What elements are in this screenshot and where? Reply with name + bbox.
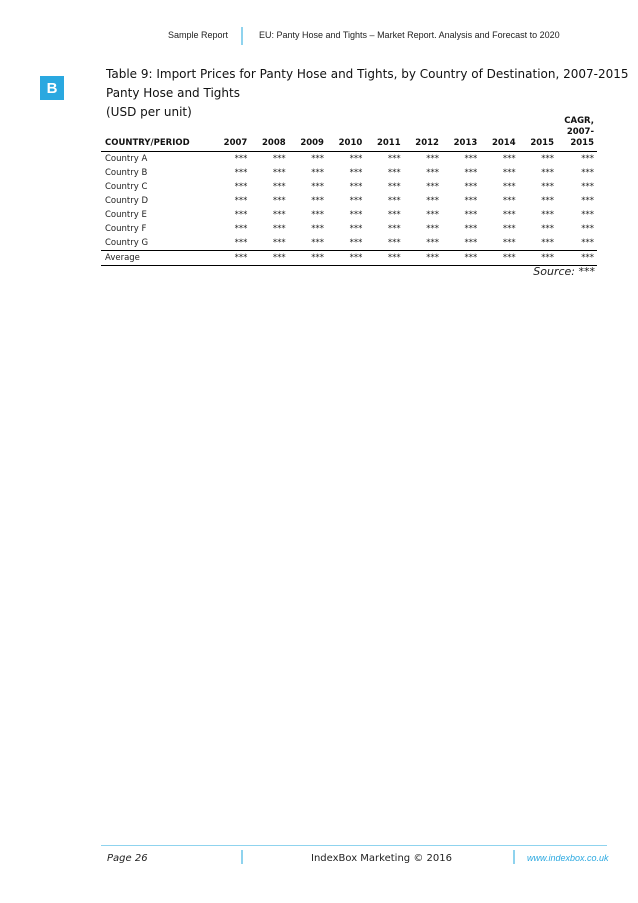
table-cell: *** bbox=[557, 251, 597, 266]
table-cell: *** bbox=[387, 210, 401, 220]
table-cell: *** bbox=[426, 168, 439, 178]
table-cell: *** bbox=[272, 210, 286, 220]
table-cell: *** bbox=[234, 224, 248, 234]
table-cell: *** bbox=[349, 154, 363, 164]
table-row bbox=[101, 222, 597, 236]
table-cell: *** bbox=[234, 154, 248, 164]
table-cell: *** bbox=[541, 224, 554, 234]
footer-copyright: IndexBox Marketing © 2016 bbox=[311, 853, 452, 864]
column-header: 2012 bbox=[404, 113, 442, 152]
brand-logo-badge: B bbox=[40, 76, 64, 100]
row-label: Country B bbox=[105, 168, 148, 178]
table-cell: *** bbox=[581, 238, 594, 248]
table-cell: *** bbox=[387, 154, 401, 164]
column-header: 2014 bbox=[480, 113, 518, 152]
table-cell: *** bbox=[426, 154, 439, 164]
column-header: 2011 bbox=[365, 113, 403, 152]
footer-separator bbox=[513, 850, 515, 864]
table-cell: *** bbox=[387, 196, 401, 206]
table-cell: *** bbox=[502, 182, 516, 192]
column-header-cagr: CAGR, 2007-2015 bbox=[557, 113, 597, 152]
table-cell: *** bbox=[387, 238, 401, 248]
column-header: 2007 bbox=[212, 113, 250, 152]
table-cell: *** bbox=[272, 154, 286, 164]
table-cell: *** bbox=[311, 238, 324, 248]
table-cell: *** bbox=[502, 196, 516, 206]
table-row bbox=[101, 152, 597, 167]
table-cell: *** bbox=[502, 210, 516, 220]
table-cell: *** bbox=[234, 210, 248, 220]
row-label: Country D bbox=[105, 196, 149, 206]
footer-website-link[interactable]: www.indexbox.co.uk bbox=[527, 853, 609, 863]
table-cell: *** bbox=[502, 238, 516, 248]
table-cell: *** bbox=[541, 182, 554, 192]
table-cell: *** bbox=[464, 168, 478, 178]
table-cell: *** bbox=[311, 210, 324, 220]
table-row bbox=[101, 180, 597, 194]
column-header: 2015 bbox=[519, 113, 557, 152]
footer-separator bbox=[241, 850, 243, 864]
table-cell: *** bbox=[480, 251, 518, 266]
table-cell: *** bbox=[272, 238, 286, 248]
table-cell: *** bbox=[442, 251, 480, 266]
table-cell: *** bbox=[404, 251, 442, 266]
table-cell: *** bbox=[349, 196, 363, 206]
table-cell: *** bbox=[464, 154, 478, 164]
column-header: 2009 bbox=[289, 113, 327, 152]
table-cell: *** bbox=[311, 154, 324, 164]
table-cell: *** bbox=[234, 196, 248, 206]
table-cell: *** bbox=[365, 251, 403, 266]
row-label: Country C bbox=[105, 182, 148, 192]
table-cell: *** bbox=[464, 210, 478, 220]
table-cell: *** bbox=[426, 238, 439, 248]
table-cell: *** bbox=[581, 182, 594, 192]
table-cell: *** bbox=[311, 196, 324, 206]
table-cell: *** bbox=[349, 210, 363, 220]
table-cell: *** bbox=[387, 224, 401, 234]
table-cell: *** bbox=[426, 182, 439, 192]
table-row bbox=[101, 236, 597, 251]
table-body bbox=[101, 152, 597, 266]
column-header: COUNTRY/PERIOD bbox=[101, 113, 212, 152]
table-cell: *** bbox=[541, 196, 554, 206]
table-cell: *** bbox=[581, 196, 594, 206]
table-cell: *** bbox=[464, 182, 478, 192]
column-header: 2013 bbox=[442, 113, 480, 152]
table-cell: *** bbox=[272, 196, 286, 206]
table-cell: *** bbox=[311, 182, 324, 192]
table-row bbox=[101, 194, 597, 208]
table-cell: *** bbox=[212, 251, 250, 266]
table-cell: *** bbox=[250, 251, 288, 266]
table-cell: *** bbox=[311, 168, 324, 178]
row-label: Country E bbox=[105, 210, 147, 220]
source-note: Source: *** bbox=[533, 265, 595, 278]
table-cell: *** bbox=[234, 182, 248, 192]
table-header-row bbox=[101, 113, 597, 152]
table-cell: *** bbox=[426, 196, 439, 206]
table-row bbox=[101, 166, 597, 180]
table-cell: *** bbox=[581, 210, 594, 220]
table-cell: *** bbox=[349, 238, 363, 248]
table-cell: *** bbox=[272, 224, 286, 234]
table-cell: *** bbox=[541, 154, 554, 164]
row-label: Country G bbox=[105, 238, 149, 248]
table-cell: *** bbox=[519, 251, 557, 266]
table-cell: *** bbox=[349, 182, 363, 192]
row-label: Country F bbox=[105, 224, 147, 234]
header-report-type: Sample Report bbox=[168, 30, 229, 40]
table-cell: *** bbox=[234, 168, 248, 178]
header-separator bbox=[241, 27, 243, 45]
table-cell: *** bbox=[349, 168, 363, 178]
table-cell: *** bbox=[426, 210, 439, 220]
table-cell: *** bbox=[234, 238, 248, 248]
column-header: 2010 bbox=[327, 113, 365, 152]
row-label: Country A bbox=[105, 154, 148, 164]
table-cell: *** bbox=[311, 224, 324, 234]
table-cell: *** bbox=[289, 251, 327, 266]
table-cell: *** bbox=[387, 168, 401, 178]
table-cell: *** bbox=[426, 224, 439, 234]
table-cell: *** bbox=[464, 196, 478, 206]
table-row bbox=[101, 208, 597, 222]
table-cell: *** bbox=[541, 238, 554, 248]
footer-rule bbox=[101, 845, 607, 846]
import-prices-table bbox=[101, 113, 597, 266]
table-cell: *** bbox=[581, 154, 594, 164]
header-report-title: EU: Panty Hose and Tights – Market Report. Analysis and Forecast to 2020 bbox=[259, 30, 560, 40]
table-title: Table 9: Import Prices for Panty Hose and Tights, by Country of Destination, 2007-2015 bbox=[106, 67, 629, 81]
table-unit: (USD per unit) bbox=[106, 105, 192, 119]
table-cell: *** bbox=[541, 168, 554, 178]
table-cell: *** bbox=[464, 224, 478, 234]
table-cell: *** bbox=[464, 238, 478, 248]
table-cell: *** bbox=[581, 224, 594, 234]
table-cell: *** bbox=[349, 224, 363, 234]
table-cell: *** bbox=[502, 224, 516, 234]
table-cell: *** bbox=[541, 210, 554, 220]
table-row-average bbox=[101, 251, 597, 266]
column-header: 2008 bbox=[250, 113, 288, 152]
page-number: Page 26 bbox=[107, 853, 148, 864]
table-cell: *** bbox=[327, 251, 365, 266]
table-cell: *** bbox=[272, 168, 286, 178]
row-label: Average bbox=[101, 251, 212, 266]
table-cell: *** bbox=[581, 168, 594, 178]
table-cell: *** bbox=[502, 154, 516, 164]
table-subtitle: Panty Hose and Tights bbox=[106, 86, 240, 100]
table-cell: *** bbox=[272, 182, 286, 192]
table-cell: *** bbox=[502, 168, 516, 178]
table-cell: *** bbox=[387, 182, 401, 192]
